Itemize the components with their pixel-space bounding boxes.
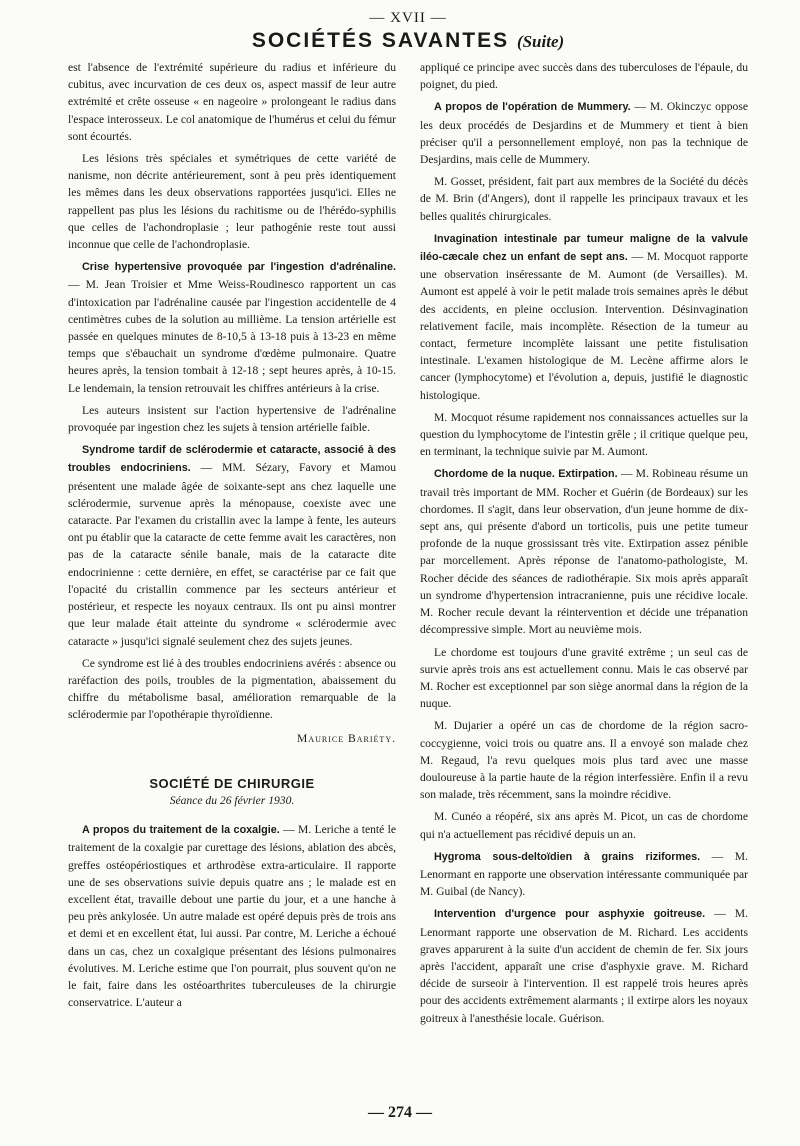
paragraph-text: — MM. Sézary, Favory et Mamou présentent une malade âgée de soixante-sept ans chez laquelle une sclérodermie, survenue après la ménopause, coexiste avec une cataracte. Par l'examen du cristallin avec la lampe à fente, les auteurs ont pu établir que la cataracte de cette femme avait les caractères, non pas de la cataracte sénile banale, mais de la cataracte dite endocrinienne : cette dernière, en effet, se caractérise par ce fait que l'opacité du cristallin commence par les secteurs antérieur et postérieur, et respecte les noyaux centraux. Ils ont pu ainsi montrer que leur malade était atteinte du syndrome « sclérodermie avec cataracte » jusqu'ici signalé seulement chez des sujets jeunes.: [68, 461, 396, 648]
journal-title-main: SOCIÉTÉS SAVANTES: [251, 29, 510, 52]
paragraph-heading: Crise hypertensive provoquée par l'ingestion d'adrénaline.: [82, 261, 396, 274]
paragraph: [420, 98, 748, 168]
page-number: — 274 —: [368, 1104, 432, 1121]
paragraph: Le chordome est toujours d'une gravité extrême ; un seul cas de survie après trois ans est actuellement connu. Mais le cas observé par M. Rocher est exceptionnel par son siège anormal dans la région de la nuque.: [420, 645, 748, 711]
paragraph: [420, 848, 748, 901]
paragraph: Les lésions très spéciales et symétriques de cette variété de nanisme, non décrite antérieurement, sont à peu près identiquement les mêmes dans les deux observations rapportées jusqu'ici. Elles ne rappellent pas plus les lésions du rachitisme ou de l'hérédo-syphilis que celles de l'achondroplasie ; leur pathogénie reste tout aussi inconnue que celle de l'achondroplasie.: [68, 152, 396, 252]
paragraph: [420, 905, 748, 1026]
paragraph: [420, 465, 748, 638]
paragraph-text: — M. Leriche a tenté le traitement de la coxalgie par curettage des lésions, ablation des abcès, greffes ostéopériostiques et arthrodèse extra-articulaire. Il rapporte une de ses observations suivie depuis quatre ans ; le malade est en excellent état, travaille debout une partie du jour, et a une hanche à peu près ankylosée. Un autre malade est opéré depuis près de trois ans et demi et en excellent état, lui aussi. Par contre, M. Leriche a échoué dans un cas, chez un coxalgique présentant des lésions pulmonaires évolutives. M. Leriche estime que l'on pourrait, plus souvent qu'on ne le fait, faire dans les ostéoarthrites tuberculeuses de la chirurgie conservatrice. L'auteur a: [68, 823, 397, 1010]
roman-page-number: — XVII —: [369, 10, 447, 26]
paragraph: [68, 441, 396, 649]
journal-title: [68, 29, 748, 53]
paragraph: [420, 230, 748, 404]
paragraph-text: — M. Robineau résume un travail très important de MM. Rocher et Guérin (de Bordeaux) sur les chordomes. Il s'agit, dans leur observation, d'un jeune homme de dix-sept ans, qui présente d'abord un torticolis, puis une petite tumeur profonde de la nuque grossissant très vite. Extirpation assez pénible par morcellement. Après réponse de l'anatomo-pathologiste, M. Rocher décide des séances de radiothérapie. Six mois après apparaît un syndrome d'hypertension intracranienne, puis une récidive locale. M. Rocher recule devant la réintervention et décide une trépanation décompressive simple. Mort au neuvième mois.: [420, 467, 748, 637]
paragraph-text: — M. Mocquot rapporte une observation inséressante de M. Aumont (de Versailles). M. Aumont est appelé à voir le petit malade trois semaines après le début des accidents, en pleine occlusion. Intervention. Désinvagination relativement facile, mais incomplète. Résection de la tumeur au contact, fermeture incomplète laissant une petite fistulisation intestinale. L'examen histologique de M. Lecène affirme alors le cancer (lymphocytome) et l'évolution a, depuis, justifié le diagnostic histologique.: [420, 250, 748, 402]
left-column: [68, 59, 396, 1032]
paragraph: M. Gosset, président, fait part aux membres de la Société du décès de M. Brin (d'Angers), dont il rappelle les principaux travaux et les belles qualités chirurgicales.: [420, 175, 748, 223]
paragraph-heading: Intervention d'urgence pour asphyxie goitreuse.: [434, 908, 706, 921]
right-column: [420, 59, 748, 1032]
paragraph-text: — M. Lenormant rapporte une observation de M. Richard. Les accidents graves apparurent à la suite d'un accident de chemin de fer. Six jours après l'accident, apparaît une crise d'asphyxie grave. M. Richard décide de surseoir à l'intervention. Il est rappelé trois heures après pour des accidents extrêmement alarmants ; il extirpe alors les noyaux goitreux à l'anesthésie locale. Guérison.: [420, 907, 748, 1025]
paragraph: Ce syndrome est lié à des troubles endocriniens avérés : absence ou raréfaction des poils, troubles de la pigmentation, abaissement du chiffre du métabolisme basal, amélioration remarquable de la sclérodermie par l'opothérapie thyroïdienne.: [68, 656, 396, 722]
paragraph: M. Cunéo a réopéré, six ans après M. Picot, un cas de chordome qui n'a actuellement pas récidivé depuis un an.: [420, 810, 748, 841]
session-date: Séance du 26 février 1930.: [169, 793, 295, 807]
author-signature: Maurice Bariéty.: [297, 731, 396, 745]
paragraph-heading: A propos du traitement de la coxalgie.: [82, 824, 280, 837]
journal-title-suite: (Suite): [516, 32, 565, 51]
two-column-body: [68, 59, 748, 1032]
paragraph: M. Dujarier a opéré un cas de chordome de la région sacro-coccygienne, voici trois ou quatre ans. Il a envoyé son malade chez M. Regaud, l'a revu quelques mois plus tard avec une masse douloureuse à la partie haute de la région interfessière. Enfin il a revu son malade, très récemment, sans la moindre récidive.: [420, 719, 748, 802]
paragraph: Les auteurs insistent sur l'action hypertensive de l'adrénaline provoquée par ingestion chez les sujets à tension artérielle faible.: [68, 403, 396, 435]
paragraph-heading: Syndrome tardif de sclérodermie et cataracte, associé à des troubles endocriniens.: [68, 444, 396, 475]
paragraph-heading: Invagination intestinale par tumeur maligne de la valvule iléo-cæcale chez un enfant de sept ans.: [420, 232, 748, 264]
paragraph-text: — M. Jean Troisier et Mme Weiss-Roudinesco rapportent un cas d'intoxication par l'adrénaline causée par l'ingestion accidentelle de 4 centimètres cubes de la solution au millième. La tension artérielle est passée en quelques minutes de 8-10,5 à 13-18 puis à 13-23 en même temps que s'ébauchait un syndrome d'œdème pulmonaire. Quatre heures après, la tension tombait à 12-18 ; sept heures après, à 10-15. Le lendemain, la tension retrouvait les chiffres antérieurs à la crise.: [68, 278, 396, 395]
paragraph-heading: Chordome de la nuque. Extirpation.: [434, 468, 618, 481]
paragraph: M. Mocquot résume rapidement nos connaissances actuelles sur la question du lymphocytome de l'intestin grêle ; il critique quelque peu, en terminant, la technique suivie par M. Aumont.: [420, 410, 748, 459]
paragraph-heading: A propos de l'opération de Mummery.: [434, 101, 631, 114]
paragraph: appliqué ce principe avec succès dans des tuberculoses de l'épaule, du poignet, du pied.: [420, 61, 748, 92]
section-title: SOCIÉTÉ DE CHIRURGIE: [149, 775, 315, 791]
paragraph-text: — M. Lenormant en rapporte une observation intéressante communiquée par M. Guibal (de Nancy).: [420, 849, 748, 899]
paragraph: [68, 258, 396, 397]
paragraph-heading: Hygroma sous-deltoïdien à grains riziformes.: [434, 850, 701, 863]
paragraph: [68, 821, 396, 1011]
paragraph: est l'absence de l'extrémité supérieure du radius et inférieure du cubitus, avec incurvation de ces deux os, aspect massif de leur autre extrémité et crête osseuse « en nageoire » prolongeant le radius dans l'espace interosseux. Le col anatomique de l'humérus et celui du fémur sont écourtés.: [68, 61, 396, 143]
paragraph-text: — M. Okinczyc oppose les deux procédés de Desjardins et de Mummery et tient à bien préciser qu'il a personnellement employé, non pas la technique de Desjardins, mais celle de Mummery.: [420, 100, 748, 167]
